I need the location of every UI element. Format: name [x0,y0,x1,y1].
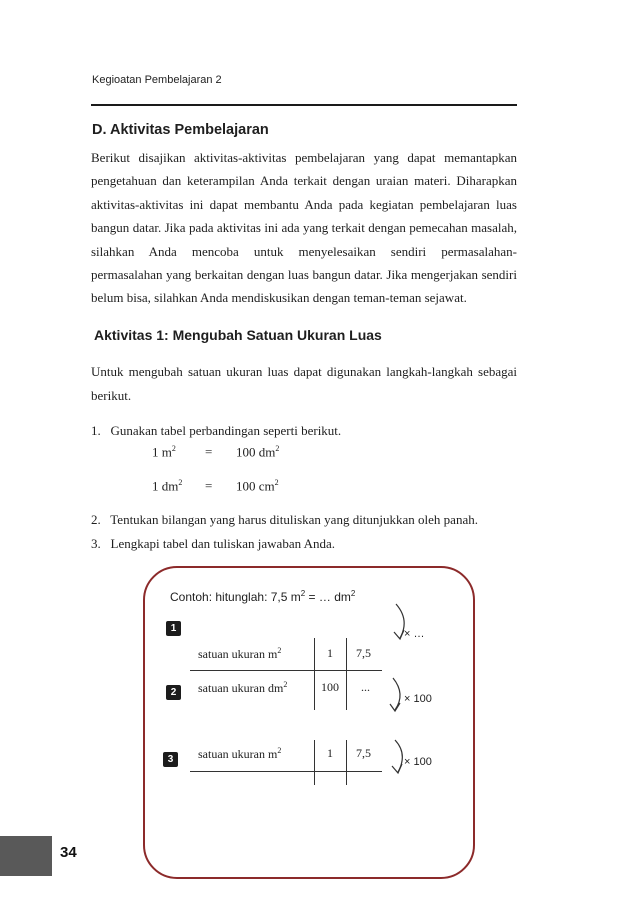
table-row-2-col2: ... [361,680,370,694]
equation-1-left [152,444,176,460]
row-label-exponent: 2 [277,646,282,655]
table-column-divider [314,740,315,785]
step-badge-2: 2 [166,685,181,700]
running-header: Kegioatan Pembelajaran 2 [92,74,222,86]
step-text: Tentukan bilangan yang harus dituliskan yang ditunjukkan oleh panah. [110,512,478,527]
row-label-text: satuan ukuran m [198,647,278,661]
table-divider [190,670,382,671]
eq-right-text: 100 dm [236,444,276,460]
table-row-2-col1: 100 [321,680,339,694]
header-divider [91,104,517,106]
prompt-text-suffix: = … dm [305,590,351,604]
step-1 [91,423,341,439]
row-label-text: satuan ukuran m [198,747,278,761]
step-badge-1: 1 [166,621,181,636]
example-box [143,566,475,879]
row-label-exponent: 2 [283,680,288,689]
eq-left-text: 1 m [152,444,172,460]
section-title: D. Aktivitas Pembelajaran [92,122,269,138]
step-number: 3. [91,536,101,551]
row-label-text: satuan ukuran dm [198,681,284,695]
table-row-1-label [198,646,281,662]
step-2 [91,512,478,528]
table-column-divider [346,740,347,785]
table-row-3-col1: 1 [327,746,333,760]
activity-title: Aktivitas 1: Mengubah Satuan Ukuran Luas [94,327,382,343]
table-column-divider [314,638,315,710]
eq-right-exponent: 2 [274,478,279,487]
arrow-label-2: × 100 [404,693,432,705]
eq-left-exponent: 2 [178,478,183,487]
table-row-3-label [198,746,281,762]
table-divider [190,771,382,772]
page-number: 34 [60,844,77,861]
page-tab [0,836,52,876]
step-number: 2. [91,512,101,527]
table-row-1-col1: 1 [327,646,333,660]
equation-2-right [236,478,279,494]
table-row-2-label [198,680,287,696]
equation-2-equals: = [205,478,213,493]
eq-left-text: 1 dm [152,478,179,494]
activity-intro: Untuk mengubah satuan ukuran luas dapat digunakan langkah-langkah sebagai berikut. [91,364,517,403]
step-badge-3: 3 [163,752,178,767]
arrow-label-3: × 100 [404,756,432,768]
eq-left-exponent: 2 [171,444,176,453]
step-text: Gunakan tabel perbandingan seperti berikut. [110,423,342,438]
eq-right-text: 100 cm [236,478,275,494]
eq-right-exponent: 2 [275,444,280,453]
row-label-exponent: 2 [277,746,282,755]
step-3 [91,536,335,552]
prompt-exponent-2: 2 [350,589,356,598]
arrow-times-100-icon [395,740,402,772]
prompt-exponent: 2 [300,589,306,598]
example-prompt [170,589,355,604]
step-number: 1. [91,423,101,438]
equation-1-right [236,444,279,460]
step-text: Lengkapi tabel dan tuliskan jawaban Anda. [110,536,336,551]
prompt-text: Contoh: hitunglah: 7,5 m [170,590,301,604]
equation-2-left [152,478,182,494]
equation-1-equals: = [205,444,213,459]
section-paragraph: Berikut disajikan aktivitas-aktivitas pembelajaran yang dapat memantapkan pengetahuan dan keterampilan Anda terkait dengan uraian materi. Diharapkan aktivitas-aktivitas ini dapat membantu Anda pada kegiatan pembelajaran luas bangun datar. Jika pada aktivitas ini ada yang terkait dengan pemecahan masalah, silahkan Anda mencoba untuk menyelesaikan sendiri permasalahan-permasalahan yang berkaitan dengan luas bangun datar. Jika mengerjakan sendiri belum bisa, silahkan Anda mendiskusikan dengan teman-teman sejawat. [91,150,517,306]
table-column-divider [346,638,347,710]
table-row-3-col2: 7,5 [356,746,371,760]
table-row-1-col2: 7,5 [356,646,371,660]
arrow-label-1: × … [404,628,425,640]
